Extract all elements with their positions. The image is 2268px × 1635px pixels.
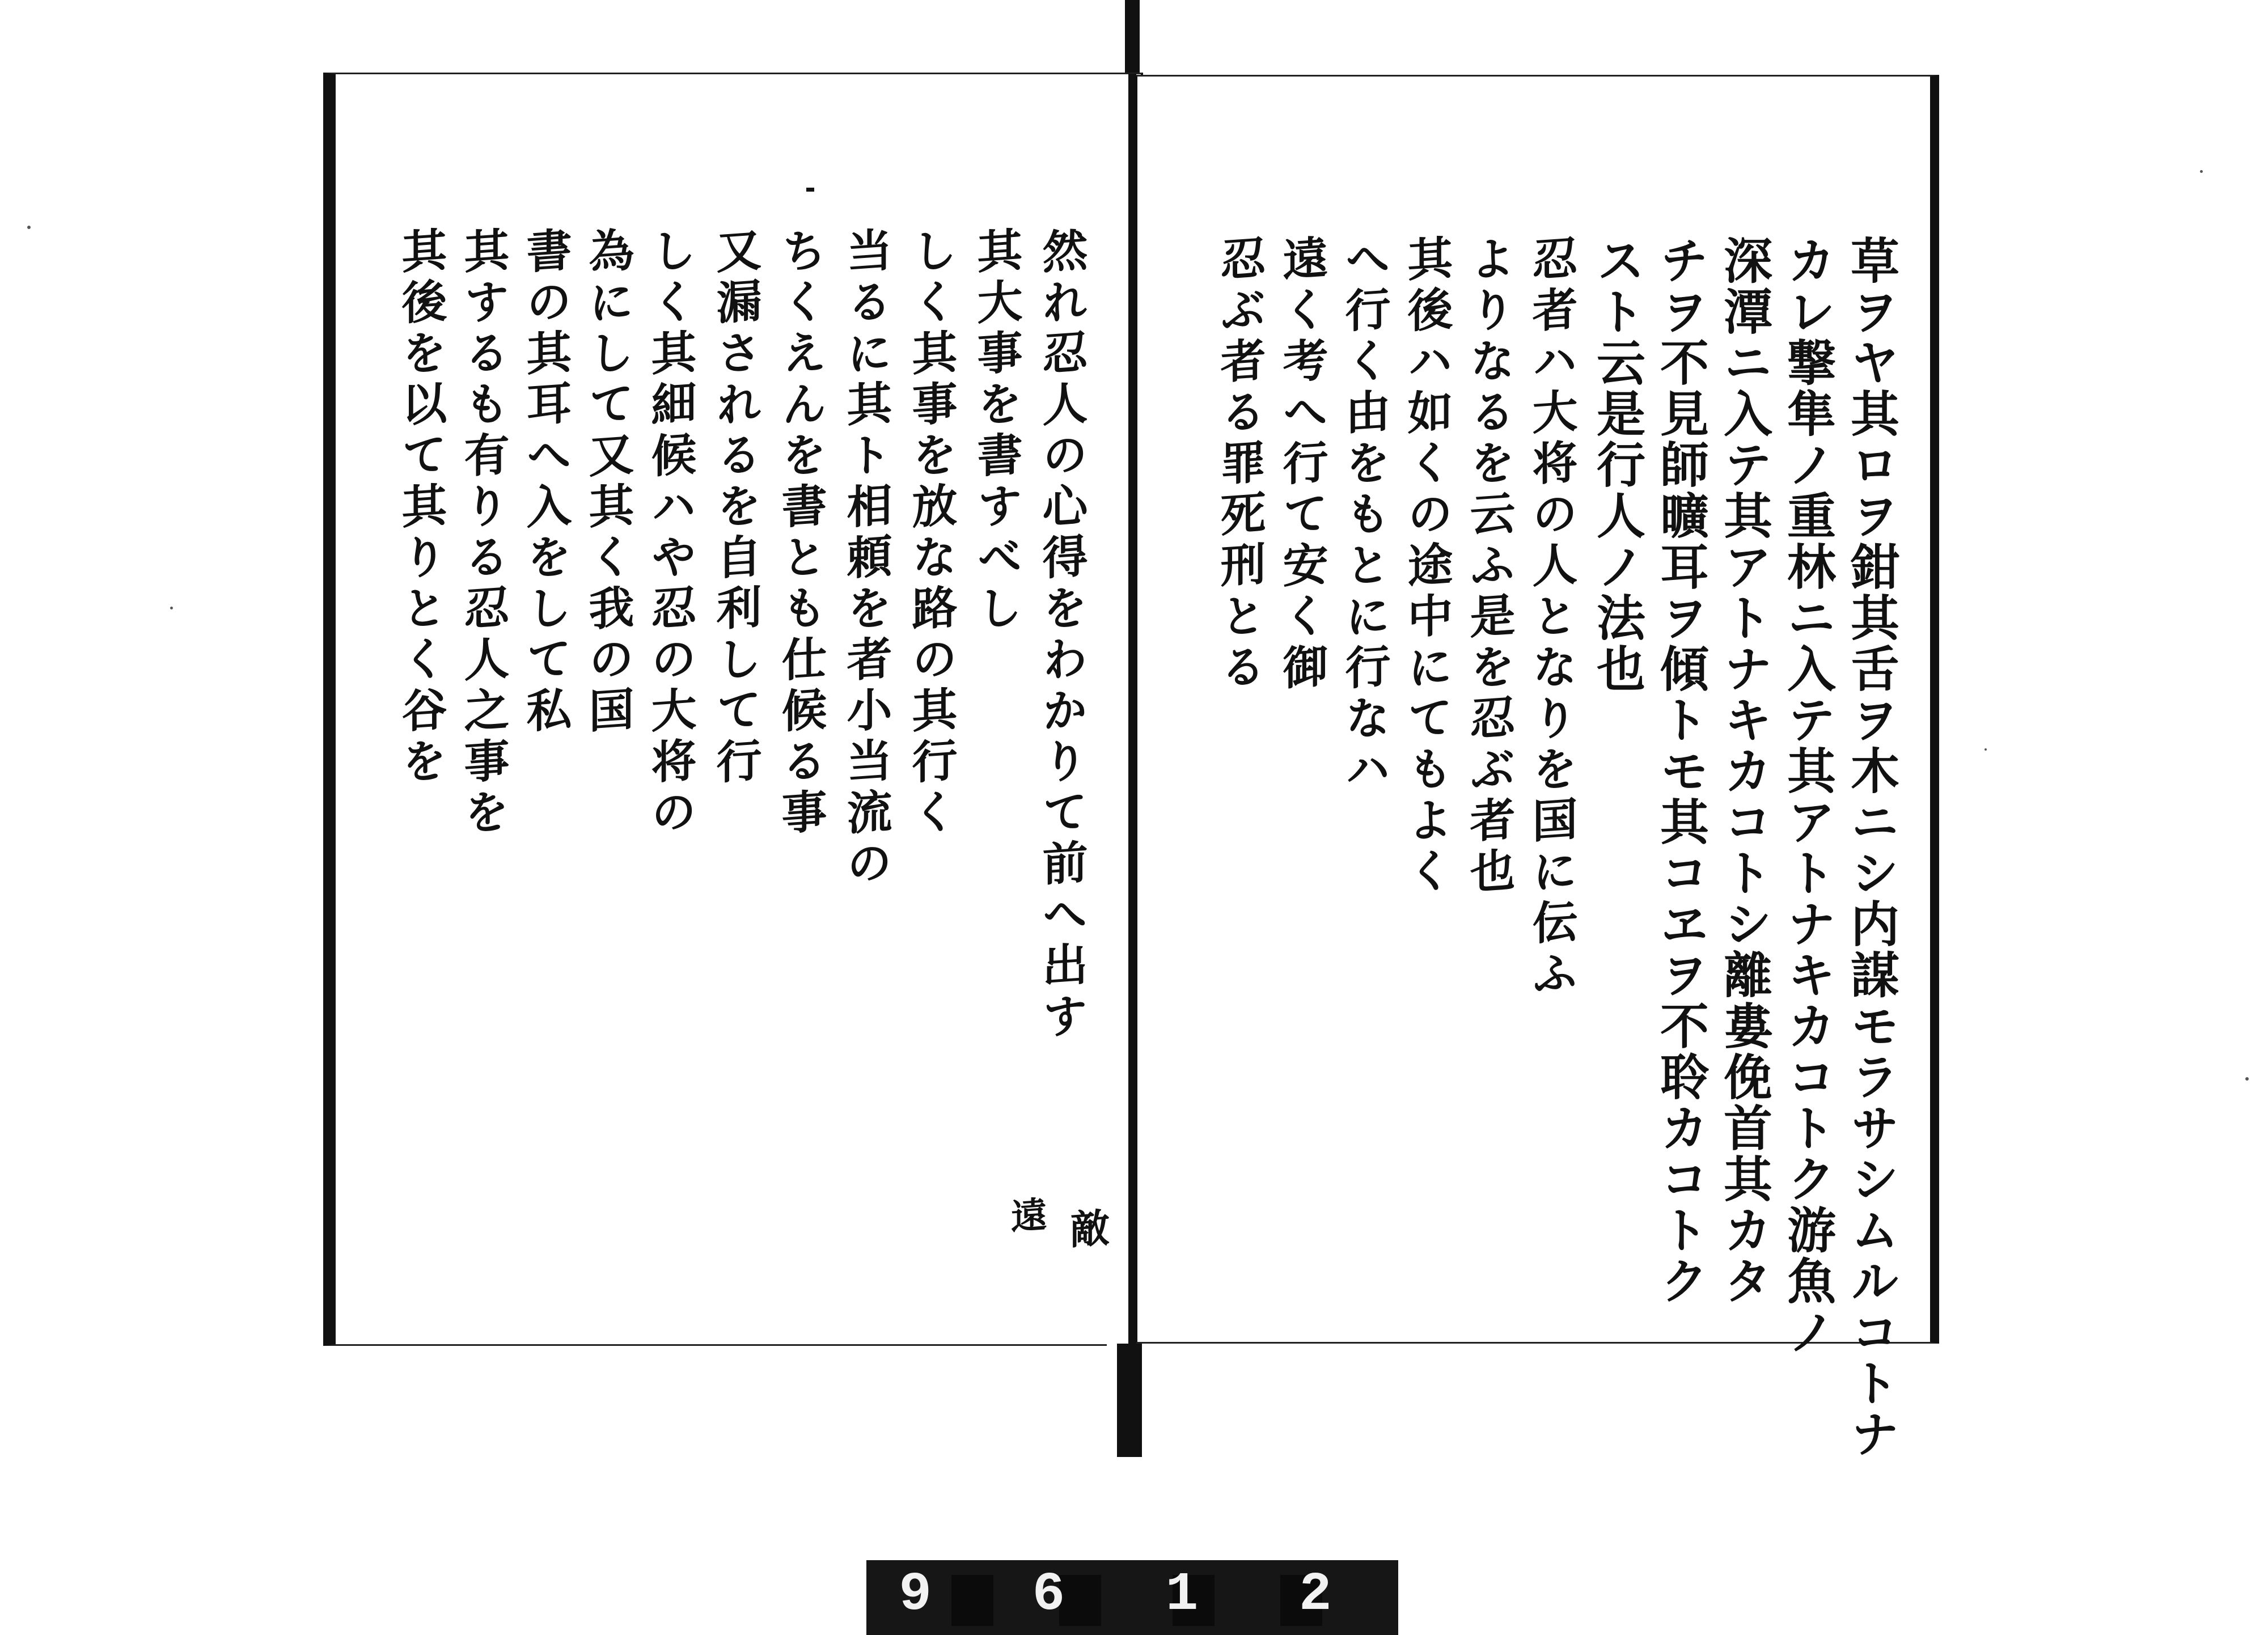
scan-speck bbox=[2245, 1077, 2249, 1081]
left-column-2: 其大事を書すべし bbox=[970, 225, 1023, 638]
right-column-8: 其後ハ如くの途中にてもよく bbox=[1400, 233, 1453, 901]
right-column-5: スト云是行人ノ法也 bbox=[1588, 235, 1645, 694]
scan-speck bbox=[170, 607, 173, 609]
right-column-2: カレ撃隼ノ重林ニ入テ其アトナキカコトク游魚ノ bbox=[1779, 235, 1836, 1358]
book-gutter bbox=[1128, 74, 1136, 1349]
left-column-7: しく其細候ハや忍の大将の bbox=[644, 225, 697, 842]
left-column-5: ちくえんを書とも仕候る事 bbox=[774, 225, 827, 842]
left-column-4: 当るに其ト相頼を者小当流の bbox=[839, 225, 892, 893]
left-column-11: 其後を以て其りとく谷を bbox=[394, 225, 447, 791]
right-page bbox=[1135, 75, 1939, 1460]
right-column-11: 忍ぶ者る罪死刑とる bbox=[1213, 233, 1266, 697]
book-spine-bottom bbox=[1107, 1344, 1152, 1457]
archive-label-number: 9 6 1 2 bbox=[899, 1564, 1366, 1625]
right-column-1: 草ヲヤ其ロヲ鉗其舌ヲ木ニシ内謀モラサシムルコトナ bbox=[1842, 235, 1899, 1460]
left-page bbox=[323, 73, 1143, 1346]
right-column-3: 深潭ニ入テ其アトナキカコトシ離婁俛首其カタ bbox=[1715, 235, 1772, 1307]
interlinear-note: 敵 bbox=[1064, 1206, 1111, 1255]
scan-speck bbox=[1984, 748, 1987, 751]
left-column-1: 然れ忍人の心得をわかりて前へ出す bbox=[1035, 225, 1088, 1046]
scan-speck bbox=[27, 226, 31, 229]
left-page-text bbox=[336, 74, 1141, 1344]
right-column-6: 忍者ハ大将の人となりを国に伝ふ bbox=[1525, 233, 1578, 1003]
left-column-3: しく其事を放な路の其行く bbox=[904, 225, 958, 842]
scan-speck bbox=[2200, 170, 2203, 173]
right-column-9: へ行く由をもとに行なハ bbox=[1338, 233, 1391, 799]
left-column-8: 為にして又其く我の国 bbox=[581, 225, 634, 740]
left-column-9: 書の其耳へ入をして私 bbox=[519, 225, 572, 740]
book-spine-top bbox=[1125, 0, 1140, 79]
archive-label bbox=[866, 1560, 1398, 1635]
right-page-text bbox=[1137, 77, 1930, 1460]
right-column-7: よりなるを云ふ是を忍ぶ者也 bbox=[1462, 233, 1516, 901]
left-column-6: 又漏されるを自利して行 bbox=[709, 225, 762, 791]
right-column-4: チヲ不見師曠耳ヲ傾トモ其コヱヲ不聆カコトク bbox=[1652, 235, 1709, 1307]
interlinear-note: 遠 bbox=[1005, 1195, 1047, 1240]
right-column-10: 遠く考へ行て安く御 bbox=[1275, 233, 1328, 697]
left-column-10: 其するも有りる忍人之事を bbox=[456, 225, 510, 842]
